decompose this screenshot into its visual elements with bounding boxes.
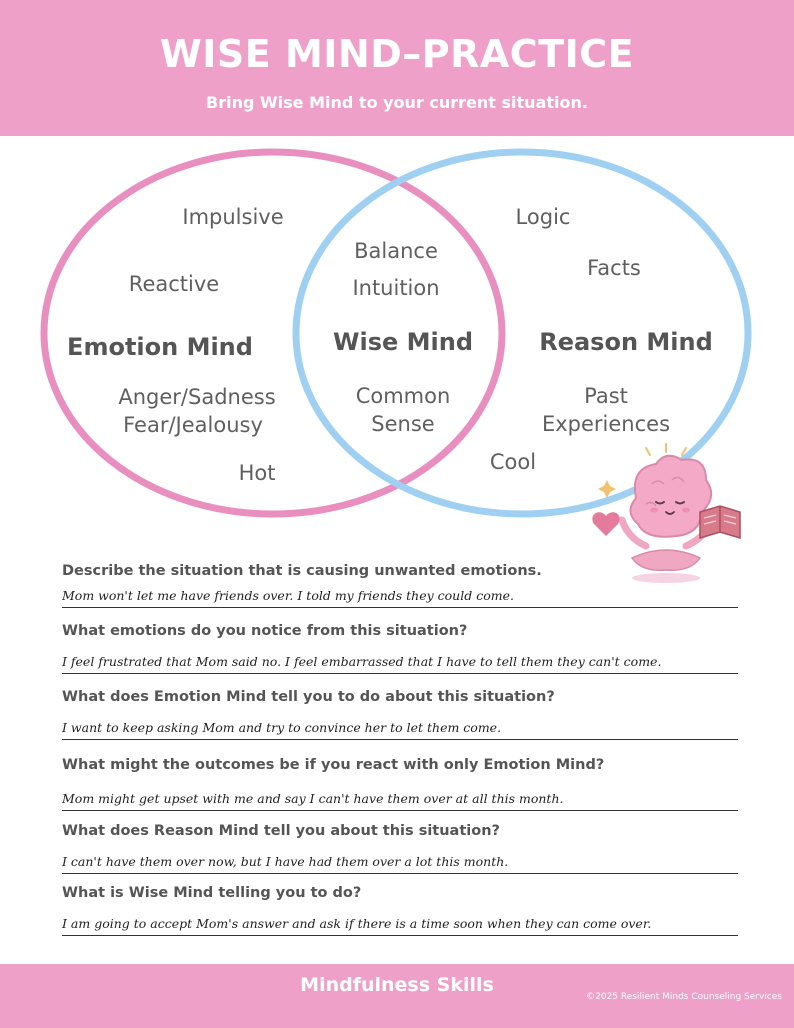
worksheet-question: What does Reason Mind tell you about this situation? bbox=[62, 823, 500, 839]
worksheet-answer-line[interactable]: I want to keep asking Mom and try to convince her to let them come. bbox=[62, 719, 738, 740]
worksheet-question: What emotions do you notice from this situation? bbox=[62, 623, 468, 639]
page-footer bbox=[0, 964, 794, 1028]
worksheet-item-emotion-mind bbox=[62, 687, 738, 740]
emotion-word-anger-sadness: Anger/Sadness bbox=[118, 385, 276, 409]
worksheet-question: Describe the situation that is causing unwanted emotions. bbox=[62, 563, 542, 579]
worksheet-item-outcomes bbox=[62, 755, 738, 811]
emotion-word-fear-jealousy: Fear/Jealousy bbox=[123, 413, 263, 437]
wise-word-intuition: Intuition bbox=[352, 276, 440, 300]
footer-copyright: ©2025 Resilient Minds Counseling Services bbox=[586, 992, 782, 1002]
reason-word-facts: Facts bbox=[587, 256, 641, 280]
reason-mind-title: Reason Mind bbox=[539, 328, 713, 356]
page-title: WISE MIND–PRACTICE bbox=[159, 32, 635, 76]
emotion-word-reactive: Reactive bbox=[128, 272, 220, 296]
worksheet-item-wise-mind bbox=[62, 883, 738, 936]
wise-word-balance: Balance bbox=[354, 239, 438, 263]
wise-mind-title: Wise Mind bbox=[333, 328, 473, 356]
page-subtitle: Bring Wise Mind to your current situation. bbox=[206, 93, 588, 112]
worksheet-item-reason-mind bbox=[62, 821, 738, 874]
worksheet-question: What might the outcomes be if you react with only Emotion Mind? bbox=[62, 757, 605, 773]
worksheet-answer-line[interactable]: Mom might get upset with me and say I can't have them over at all this month. bbox=[62, 790, 738, 811]
worksheet-question: What is Wise Mind telling you to do? bbox=[62, 885, 362, 901]
emotion-word-impulsive: Impulsive bbox=[182, 205, 284, 229]
reason-word-cool: Cool bbox=[489, 450, 537, 474]
worksheet-answer-line[interactable]: I am going to accept Mom's answer and ask if there is a time soon when they can come over. bbox=[62, 915, 738, 936]
worksheet-question: What does Emotion Mind tell you to do about this situation? bbox=[62, 689, 555, 705]
worksheet-item-emotions bbox=[62, 621, 738, 674]
reason-word-logic: Logic bbox=[515, 205, 571, 229]
emotion-word-hot: Hot bbox=[238, 461, 276, 485]
reason-word-experiences: Experiences bbox=[541, 412, 671, 436]
worksheet-item-situation bbox=[62, 561, 738, 608]
page-header bbox=[0, 0, 794, 136]
worksheet-answer-line[interactable]: I can't have them over now, but I have had them over a lot this month. bbox=[62, 853, 738, 874]
footer-title: Mindfulness Skills bbox=[300, 974, 494, 996]
reason-word-past: Past bbox=[584, 384, 628, 408]
wise-word-sense: Sense bbox=[371, 412, 435, 436]
emotion-mind-title: Emotion Mind bbox=[67, 333, 253, 361]
worksheet-answer-line[interactable]: Mom won't let me have friends over. I told my friends they could come. bbox=[62, 587, 738, 608]
worksheet-answer-line[interactable]: I feel frustrated that Mom said no. I feel embarrassed that I have to tell them they can't come. bbox=[62, 653, 738, 674]
wise-word-common: Common bbox=[355, 384, 451, 408]
